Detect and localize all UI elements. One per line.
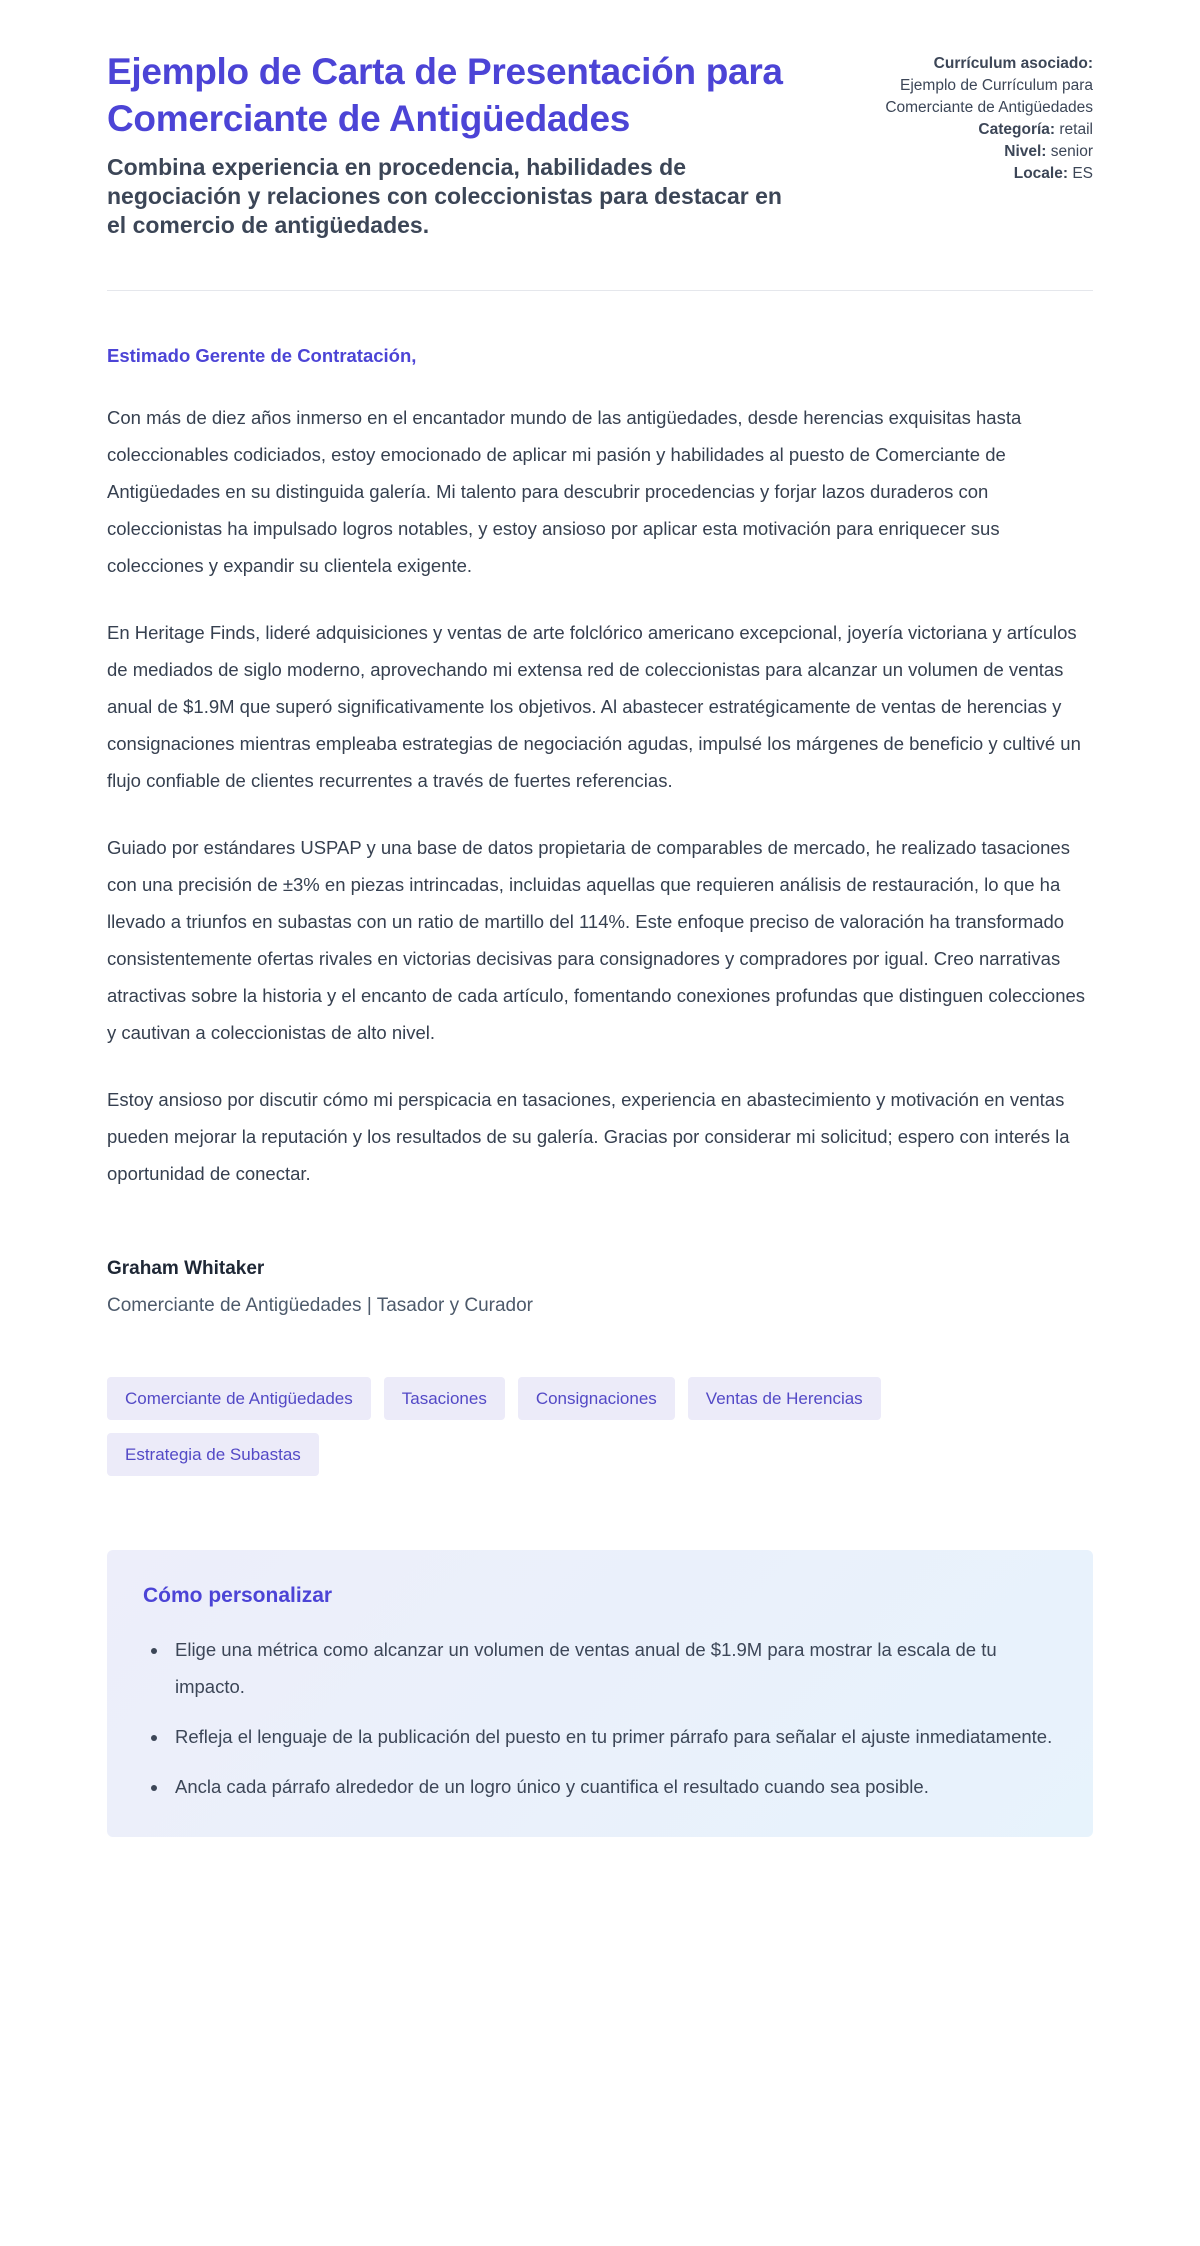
page-title: Ejemplo de Carta de Presentación para Comerciante de Antigüedades (107, 51, 783, 139)
associated-resume-label: Currículum asociado: (933, 55, 1093, 72)
associated-resume (848, 53, 1093, 119)
locale-row (848, 163, 1093, 185)
tips-list (143, 1631, 1057, 1805)
locale-value: ES (1072, 165, 1093, 182)
tip-item-1: • Elige una métrica como alcanzar un volumen de ventas anual de $1.9M para mostrar la escala de tu impacto. (169, 1631, 1057, 1705)
tag-comerciante-de-antiguedades[interactable]: Comerciante de Antigüedades (107, 1377, 371, 1420)
signature-title: Comerciante de Antigüedades | Tasador y Curador (107, 1295, 534, 1316)
level-label: Nivel: (1004, 143, 1047, 160)
tag-ventas-de-herencias[interactable]: Ventas de Herencias (688, 1377, 881, 1420)
letter-paragraph-1: Con más de diez años inmerso en el encantador mundo de las antigüedades, desde herencias exquisitas hasta coleccionables codiciados, estoy emocionado de aplicar mi pasión y habilidades al puesto de Comerciante de Antigüedades en su distinguida galería. Mi talento para descubrir procedencias y forjar lazos duraderos con coleccionistas ha impulsado logros notables, y estoy ansioso por aplicar esta motivación para enriquecer sus colecciones y expandir su clientela exigente. (107, 407, 1022, 576)
level-row (848, 141, 1093, 163)
letter-paragraph-2: En Heritage Finds, lideré adquisiciones y ventas de arte folclórico americano excepcional, joyería victoriana y artículos de mediados de siglo moderno, aprovechando mi extensa red de coleccionistas para alcanzar un volumen de ventas anual de $1.9M que superó significativamente los objetivos. Al abastecer estratégicamente de ventas de herencias y consignaciones mientras empleaba estrategias de negociación agudas, impulsé los márgenes de beneficio y cultivé un flujo confiable de clientes recurrentes a través de fuertes referencias. (107, 622, 1081, 791)
tip-item-3: • Ancla cada párrafo alrededor de un logro único y cuantifica el resultado cuando sea posible. (169, 1768, 1057, 1805)
associated-resume-value: Ejemplo de Currículum para Comerciante de Antigüedades (885, 77, 1093, 116)
locale-label: Locale: (1013, 165, 1068, 182)
letter-greeting: Estimado Gerente de Contratación, (107, 345, 417, 366)
resume-meta-panel (848, 48, 1093, 185)
letter-paragraph-3: Guiado por estándares USPAP y una base de datos propietaria de comparables de mercado, he realizado tasaciones con una precisión de ±3% en piezas intrincadas, incluidas aquellas que requieren análisis de restauración, lo que ha llevado a triunfos en subastas con un ratio de martillo del 114%. Este enfoque preciso de valoración ha transformado consistentemente ofertas rivales en victorias decisivas para consignadores y compradores por igual. Creo narrativas atractivas sobre la historia y el encanto de cada artículo, fomentando conexiones profundas que distinguen colecciones y cautivan a coleccionistas de alto nivel. (107, 837, 1086, 1043)
tag-tasaciones[interactable]: Tasaciones (384, 1377, 505, 1420)
signature-name: Graham Whitaker (107, 1258, 265, 1279)
category-row (848, 119, 1093, 141)
customization-tips-box (107, 1550, 1093, 1837)
header (107, 48, 1093, 240)
page-container (107, 0, 1093, 1901)
category-label: Categoría: (978, 121, 1056, 138)
tag-estrategia-de-subastas[interactable]: Estrategia de Subastas (107, 1433, 319, 1476)
tag-consignaciones[interactable]: Consignaciones (518, 1377, 675, 1420)
level-value: senior (1050, 143, 1093, 160)
header-title-block (107, 48, 807, 240)
page-subtitle: Combina experiencia en procedencia, habilidades de negociación y relaciones con coleccionistas para destacar en el comercio de antigüedades. (107, 154, 782, 238)
category-value: retail (1059, 121, 1093, 138)
tip-item-2: • Refleja el lenguaje de la publicación del puesto en tu primer párrafo para señalar el ajuste inmediatamente. (169, 1718, 1057, 1755)
keyword-tags (107, 1377, 1093, 1476)
cover-letter-body (107, 343, 1093, 1319)
letter-paragraph-4: Estoy ansioso por discutir cómo mi perspicacia en tasaciones, experiencia en abastecimiento y motivación en ventas pueden mejorar la reputación y los resultados de su galería. Gracias por considerar mi solicitud; espero con interés la oportunidad de conectar. (107, 1089, 1070, 1184)
tips-heading: Cómo personalizar (143, 1584, 333, 1607)
header-divider (107, 290, 1093, 291)
